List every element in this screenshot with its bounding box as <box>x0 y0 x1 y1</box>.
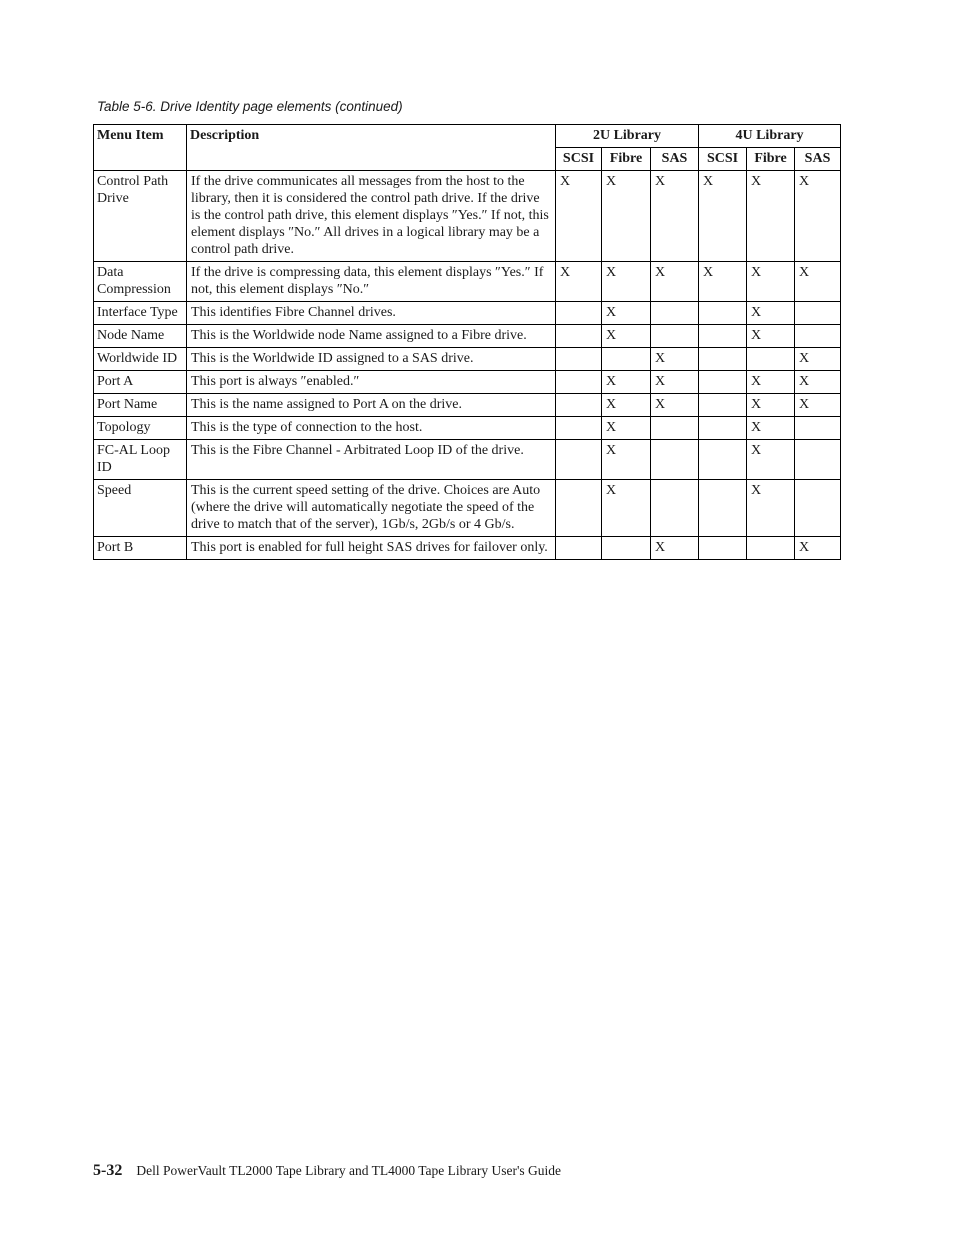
cell-4u-sas: X <box>795 394 841 417</box>
cell-menu-item: Port Name <box>94 394 187 417</box>
cell-4u-fibre <box>747 348 795 371</box>
cell-4u-scsi <box>699 417 747 440</box>
cell-4u-fibre: X <box>747 325 795 348</box>
cell-4u-scsi <box>699 440 747 480</box>
cell-4u-sas: X <box>795 262 841 302</box>
cell-description: This is the Worldwide node Name assigned to a Fibre drive. <box>187 325 556 348</box>
cell-4u-fibre: X <box>747 480 795 537</box>
cell-4u-sas <box>795 417 841 440</box>
header-2u-fibre: Fibre <box>602 148 651 171</box>
table-row <box>94 394 841 417</box>
cell-description: This is the type of connection to the host. <box>187 417 556 440</box>
header-4u-sas: SAS <box>795 148 841 171</box>
cell-description: This port is always ″enabled.″ <box>187 371 556 394</box>
cell-4u-fibre: X <box>747 262 795 302</box>
header-4u-fibre: Fibre <box>747 148 795 171</box>
table-row <box>94 417 841 440</box>
cell-4u-scsi <box>699 394 747 417</box>
cell-description: If the drive is compressing data, this element displays ″Yes.″ If not, this element displays ″No.″ <box>187 262 556 302</box>
cell-4u-scsi <box>699 325 747 348</box>
header-row-groups <box>94 125 841 148</box>
cell-2u-scsi <box>556 371 602 394</box>
cell-4u-scsi <box>699 480 747 537</box>
cell-4u-sas <box>795 480 841 537</box>
table-row <box>94 171 841 262</box>
table-row <box>94 440 841 480</box>
header-menu-item: Menu Item <box>94 125 187 171</box>
cell-menu-item: Port B <box>94 537 187 560</box>
cell-2u-scsi <box>556 394 602 417</box>
cell-2u-sas: X <box>651 371 699 394</box>
cell-2u-scsi <box>556 537 602 560</box>
cell-2u-scsi <box>556 440 602 480</box>
cell-2u-sas <box>651 302 699 325</box>
cell-menu-item: FC-AL Loop ID <box>94 440 187 480</box>
cell-2u-fibre: X <box>602 371 651 394</box>
table-row <box>94 262 841 302</box>
table-body <box>94 171 841 560</box>
cell-menu-item: Control Path Drive <box>94 171 187 262</box>
cell-2u-sas: X <box>651 537 699 560</box>
cell-description: This is the current speed setting of the drive. Choices are Auto (where the drive will automatically negotiate the speed of the drive to match that of the server), 1Gb/s, 2Gb/s or 4 Gb/s. <box>187 480 556 537</box>
cell-menu-item: Interface Type <box>94 302 187 325</box>
cell-2u-sas <box>651 440 699 480</box>
cell-4u-sas: X <box>795 171 841 262</box>
cell-description: This is the Fibre Channel - Arbitrated Loop ID of the drive. <box>187 440 556 480</box>
cell-description: This is the Worldwide ID assigned to a SAS drive. <box>187 348 556 371</box>
cell-2u-fibre: X <box>602 394 651 417</box>
cell-description: This is the name assigned to Port A on the drive. <box>187 394 556 417</box>
header-2u-library: 2U Library <box>556 125 699 148</box>
cell-4u-fibre: X <box>747 394 795 417</box>
table-row <box>94 371 841 394</box>
cell-4u-sas: X <box>795 537 841 560</box>
cell-2u-fibre <box>602 537 651 560</box>
cell-2u-fibre: X <box>602 325 651 348</box>
cell-4u-fibre: X <box>747 440 795 480</box>
cell-4u-scsi <box>699 302 747 325</box>
table-row <box>94 480 841 537</box>
cell-2u-sas: X <box>651 394 699 417</box>
cell-menu-item: Worldwide ID <box>94 348 187 371</box>
cell-menu-item: Topology <box>94 417 187 440</box>
cell-2u-scsi: X <box>556 262 602 302</box>
cell-menu-item: Speed <box>94 480 187 537</box>
cell-4u-fibre: X <box>747 417 795 440</box>
cell-2u-sas <box>651 325 699 348</box>
drive-identity-table <box>93 124 841 560</box>
cell-2u-scsi <box>556 325 602 348</box>
page-number: 5-32 <box>93 1162 123 1179</box>
table-row <box>94 348 841 371</box>
header-description: Description <box>187 125 556 171</box>
page-footer <box>93 1162 561 1180</box>
cell-menu-item: Node Name <box>94 325 187 348</box>
header-4u-scsi: SCSI <box>699 148 747 171</box>
table-row <box>94 537 841 560</box>
cell-description: If the drive communicates all messages from the host to the library, then it is considered the control path drive. If the drive is the control path drive, this element displays ″Yes.″ If not, this element displays ″No.″ All drives in a logical library may be a control path drive. <box>187 171 556 262</box>
cell-2u-scsi <box>556 302 602 325</box>
cell-2u-sas <box>651 417 699 440</box>
cell-2u-scsi <box>556 348 602 371</box>
cell-2u-scsi: X <box>556 171 602 262</box>
cell-2u-sas: X <box>651 171 699 262</box>
cell-2u-sas: X <box>651 348 699 371</box>
cell-4u-scsi <box>699 348 747 371</box>
cell-2u-scsi <box>556 417 602 440</box>
table-row <box>94 302 841 325</box>
cell-2u-fibre: X <box>602 417 651 440</box>
cell-menu-item: Port A <box>94 371 187 394</box>
cell-4u-sas <box>795 325 841 348</box>
cell-4u-sas: X <box>795 348 841 371</box>
cell-menu-item: Data Compression <box>94 262 187 302</box>
cell-4u-fibre: X <box>747 171 795 262</box>
header-4u-library: 4U Library <box>699 125 841 148</box>
table-row <box>94 325 841 348</box>
cell-4u-sas: X <box>795 371 841 394</box>
cell-4u-sas <box>795 302 841 325</box>
cell-4u-scsi: X <box>699 171 747 262</box>
book-title: Dell PowerVault TL2000 Tape Library and TL4000 Tape Library User's Guide <box>136 1163 562 1178</box>
cell-4u-fibre: X <box>747 371 795 394</box>
cell-2u-scsi <box>556 480 602 537</box>
cell-4u-fibre <box>747 537 795 560</box>
cell-2u-sas: X <box>651 262 699 302</box>
header-2u-sas: SAS <box>651 148 699 171</box>
cell-description: This identifies Fibre Channel drives. <box>187 302 556 325</box>
cell-4u-scsi <box>699 537 747 560</box>
cell-2u-fibre <box>602 348 651 371</box>
cell-4u-fibre: X <box>747 302 795 325</box>
cell-2u-fibre: X <box>602 262 651 302</box>
cell-2u-fibre: X <box>602 302 651 325</box>
cell-2u-fibre: X <box>602 171 651 262</box>
cell-4u-sas <box>795 440 841 480</box>
cell-2u-fibre: X <box>602 440 651 480</box>
header-2u-scsi: SCSI <box>556 148 602 171</box>
cell-4u-scsi: X <box>699 262 747 302</box>
cell-2u-fibre: X <box>602 480 651 537</box>
cell-2u-sas <box>651 480 699 537</box>
table-header <box>94 125 841 171</box>
cell-4u-scsi <box>699 371 747 394</box>
cell-description: This port is enabled for full height SAS drives for failover only. <box>187 537 556 560</box>
table-caption: Table 5-6. Drive Identity page elements (continued) <box>97 99 403 114</box>
